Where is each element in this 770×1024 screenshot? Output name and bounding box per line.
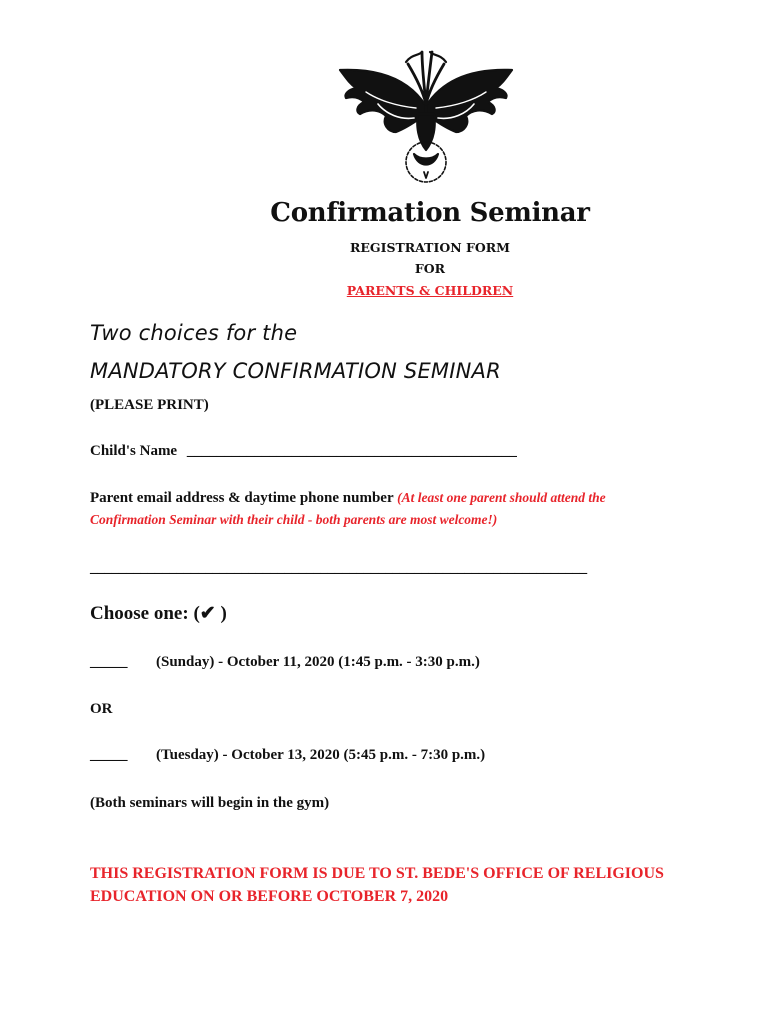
or-separator: OR <box>90 701 113 717</box>
print-instruction: (PLEASE PRINT) <box>90 397 209 413</box>
form-subtitle-for: FOR <box>414 261 446 276</box>
location-note: (Both seminars will begin in the gym) <box>90 795 330 811</box>
parent-contact-label-row <box>90 490 606 507</box>
form-subtitle: REGISTRATION FORM <box>350 240 510 255</box>
child-name-field[interactable] <box>90 443 517 460</box>
parent-attendance-note: (At least one parent should attend the <box>397 490 606 505</box>
choose-one-heading: Choose one: (✔ ) <box>90 603 227 624</box>
option2-text: (Tuesday) - October 13, 2020 (5:45 p.m. - 7:30 p.m.) <box>156 747 486 763</box>
parent-attendance-note-cont: Confirmation Seminar with their child - both parents are most welcome!) <box>90 512 498 527</box>
due-notice: THIS REGISTRATION FORM IS DUE TO ST. BEDE'S OFFICE OF RELIGIOUS EDUCATION ON OR BEFORE OCTOBER 7, 2020 <box>90 865 664 905</box>
parent-contact-blank[interactable]: _____________________________________________________________________ <box>90 560 587 576</box>
holy-spirit-dove-icon <box>326 44 526 194</box>
intro-line: Two choices for the <box>90 321 298 345</box>
audience-label: PARENTS & CHILDREN <box>346 283 514 298</box>
parent-contact-label: Parent email address & daytime phone number <box>90 490 394 506</box>
child-name-label: Child's Name <box>90 443 178 459</box>
page-title: Confirmation Seminar <box>270 198 590 228</box>
child-name-blank[interactable]: ____________________________________________ <box>186 443 517 459</box>
option1-text: (Sunday) - October 11, 2020 (1:45 p.m. - 3:30 p.m.) <box>156 654 480 670</box>
intro-heading: MANDATORY CONFIRMATION SEMINAR <box>90 359 501 383</box>
option2-checkbox-blank[interactable]: _____ <box>90 747 128 763</box>
option1-checkbox-blank[interactable]: _____ <box>90 654 128 670</box>
